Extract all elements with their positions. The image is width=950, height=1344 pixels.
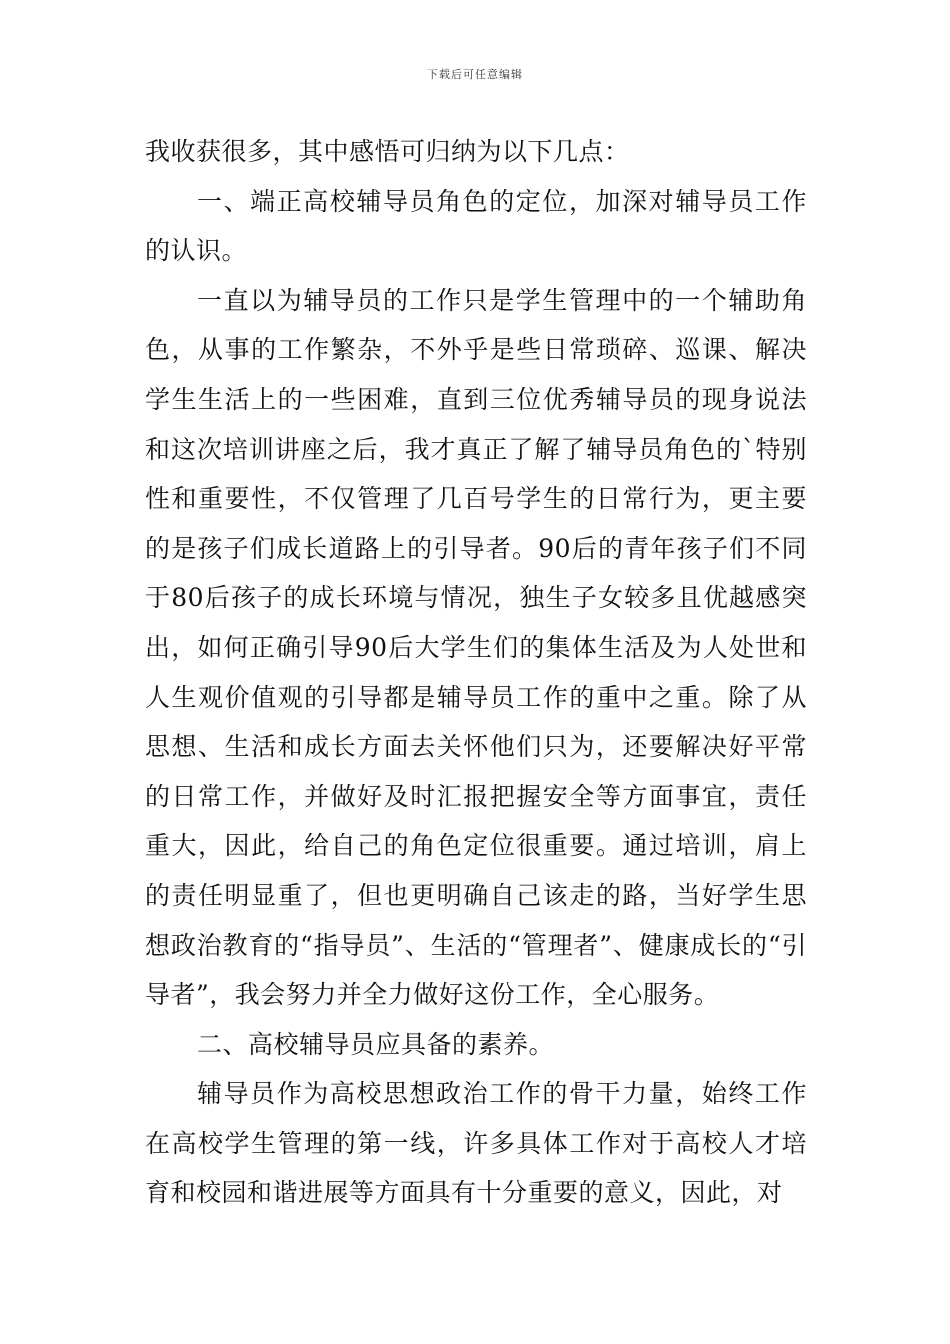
document-body bbox=[145, 127, 807, 1218]
paragraph-body-2: 辅导员作为高校思想政治工作的骨干力量，始终工作在高校学生管理的第一线，许多具体工作对于高校人才培育和校园和谐进展等方面具有十分重要的意义，因此，对 bbox=[145, 1079, 807, 1208]
paragraph-body-1: 一直以为辅导员的工作只是学生管理中的一个辅助角色，从事的工作繁杂，不外乎是些日常琐碎、巡课、解决学生生活上的一些困难，直到三位优秀辅导员的现身说法和这次培训讲座之后，我才真正了解了辅导员角色的`特别性和重要性，不仅管理了几百号学生的日常行为，更主要的是孩子们成长道路上的引导者。90后的青年孩子们不同于80后孩子的成长环境与情况，独生子女较多且优越感突出，如何正确引导90后大学生们的集体生活及为人处世和人生观价值观的引导都是辅导员工作的重中之重。除了从思想、生活和成长方面去关怀他们只为，还要解决好平常的日常工作，并做好及时汇报把握安全等方面事宜，责任重大，因此，给自己的角色定位很重要。通过培训，肩上的责任明显重了，但也更明确自己该走的路，当好学生思想政治教育的“指导员”、生活的“管理者”、健康成长的“引导者”，我会努力并全力做好这份工作，全心服务。 bbox=[145, 285, 807, 1010]
paragraph-intro: 我收获很多，其中感悟可归纳为以下几点： bbox=[145, 137, 630, 166]
section-heading-2: 二、高校辅导员应具备的素养。 bbox=[197, 1029, 555, 1059]
page-header-note: 下载后可任意编辑 bbox=[427, 68, 523, 81]
section-heading-1: 一、端正高校辅导员角色的定位，加深对辅导员工作的认识。 bbox=[145, 186, 807, 266]
